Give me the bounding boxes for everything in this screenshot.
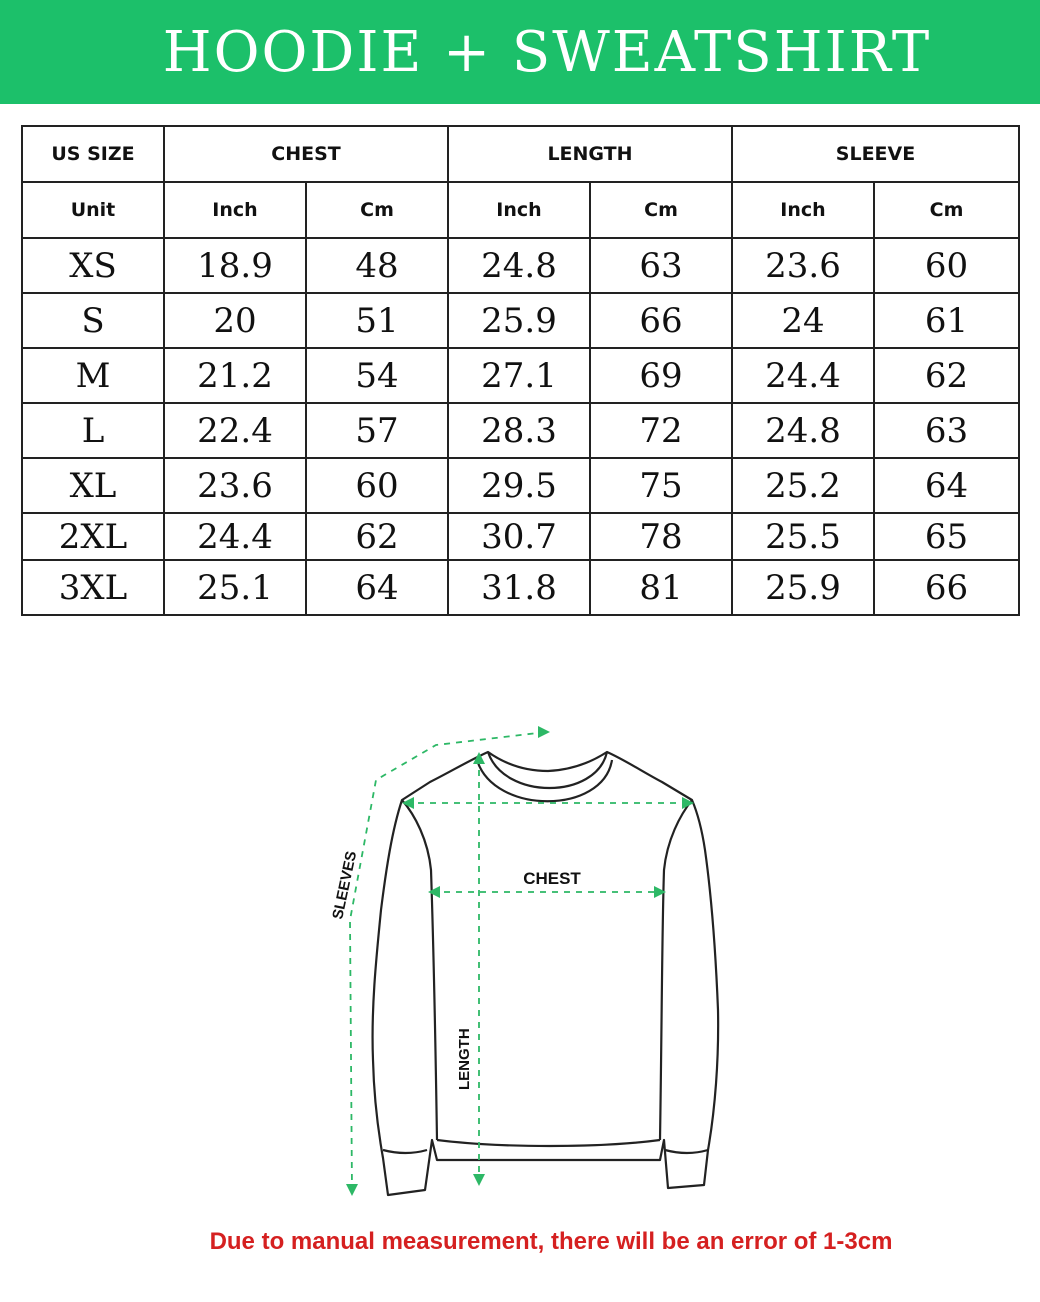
table-cell: 75 <box>590 458 732 513</box>
unit-cell: Inch <box>732 182 874 238</box>
header-chest: CHEST <box>164 126 448 182</box>
table-cell: 25.5 <box>732 513 874 560</box>
table-cell: L <box>22 403 164 458</box>
table-cell: 78 <box>590 513 732 560</box>
table-row <box>22 458 1019 513</box>
title-banner <box>0 0 1040 104</box>
table-cell: 62 <box>874 348 1019 403</box>
table-cell: 66 <box>874 560 1019 615</box>
table-cell: 31.8 <box>448 560 590 615</box>
arrow-right-icon <box>538 726 550 738</box>
table-cell: 24.8 <box>732 403 874 458</box>
table-cell: 60 <box>306 458 448 513</box>
table-cell: 21.2 <box>164 348 306 403</box>
group-header-row <box>22 126 1019 182</box>
table-cell: 72 <box>590 403 732 458</box>
arrow-left-icon <box>428 886 440 898</box>
table-cell: 65 <box>874 513 1019 560</box>
header-sleeve: SLEEVE <box>732 126 1019 182</box>
table-cell: 22.4 <box>164 403 306 458</box>
unit-cell: Unit <box>22 182 164 238</box>
table-cell: 81 <box>590 560 732 615</box>
unit-cell: Cm <box>306 182 448 238</box>
table-cell: 18.9 <box>164 238 306 293</box>
unit-cell: Cm <box>590 182 732 238</box>
arrow-down-icon <box>346 1184 358 1196</box>
table-cell: 63 <box>590 238 732 293</box>
sleeves-label: SLEEVES <box>329 849 361 921</box>
header-us-size: US SIZE <box>22 126 164 182</box>
table-cell: 64 <box>874 458 1019 513</box>
length-label: LENGTH <box>456 1028 473 1090</box>
table-cell: 25.1 <box>164 560 306 615</box>
chest-label: CHEST <box>523 869 581 888</box>
table-cell: M <box>22 348 164 403</box>
header-length: LENGTH <box>448 126 732 182</box>
table-cell: 51 <box>306 293 448 348</box>
table-row <box>22 293 1019 348</box>
table-cell: 62 <box>306 513 448 560</box>
table-cell: 30.7 <box>448 513 590 560</box>
table-cell: 66 <box>590 293 732 348</box>
sweatshirt-measurement-diagram <box>300 715 740 1205</box>
table-cell: 25.2 <box>732 458 874 513</box>
table-cell: 64 <box>306 560 448 615</box>
size-chart-table <box>21 125 1020 616</box>
table-cell: 2XL <box>22 513 164 560</box>
table-row <box>22 238 1019 293</box>
table-cell: 61 <box>874 293 1019 348</box>
table-cell: 24.4 <box>732 348 874 403</box>
table-cell: 54 <box>306 348 448 403</box>
table-cell: 24.4 <box>164 513 306 560</box>
unit-cell: Inch <box>448 182 590 238</box>
table-row <box>22 560 1019 615</box>
arrow-down-icon <box>473 1174 485 1186</box>
table-cell: 24.8 <box>448 238 590 293</box>
table-cell: 57 <box>306 403 448 458</box>
table-cell: 25.9 <box>732 560 874 615</box>
table-cell: 69 <box>590 348 732 403</box>
table-cell: 24 <box>732 293 874 348</box>
table-cell: 63 <box>874 403 1019 458</box>
table-cell: 29.5 <box>448 458 590 513</box>
unit-cell: Inch <box>164 182 306 238</box>
table-row <box>22 348 1019 403</box>
unit-header-row <box>22 182 1019 238</box>
table-cell: 48 <box>306 238 448 293</box>
sweatshirt-outline <box>373 752 719 1195</box>
sleeve-line <box>350 732 546 1192</box>
table-cell: 28.3 <box>448 403 590 458</box>
measurement-disclaimer: Due to manual measurement, there will be an error of 1-3cm <box>209 1228 893 1255</box>
table-cell: 23.6 <box>732 238 874 293</box>
table-cell: 27.1 <box>448 348 590 403</box>
table-cell: XL <box>22 458 164 513</box>
table-cell: 23.6 <box>164 458 306 513</box>
unit-cell: Cm <box>874 182 1019 238</box>
table-cell: 20 <box>164 293 306 348</box>
table-cell: S <box>22 293 164 348</box>
table-cell: XS <box>22 238 164 293</box>
table-row <box>22 403 1019 458</box>
table-cell: 60 <box>874 238 1019 293</box>
banner-title: HOODIE + SWEATSHIRT <box>162 20 932 85</box>
table-cell: 25.9 <box>448 293 590 348</box>
table-cell: 3XL <box>22 560 164 615</box>
table-row <box>22 513 1019 560</box>
